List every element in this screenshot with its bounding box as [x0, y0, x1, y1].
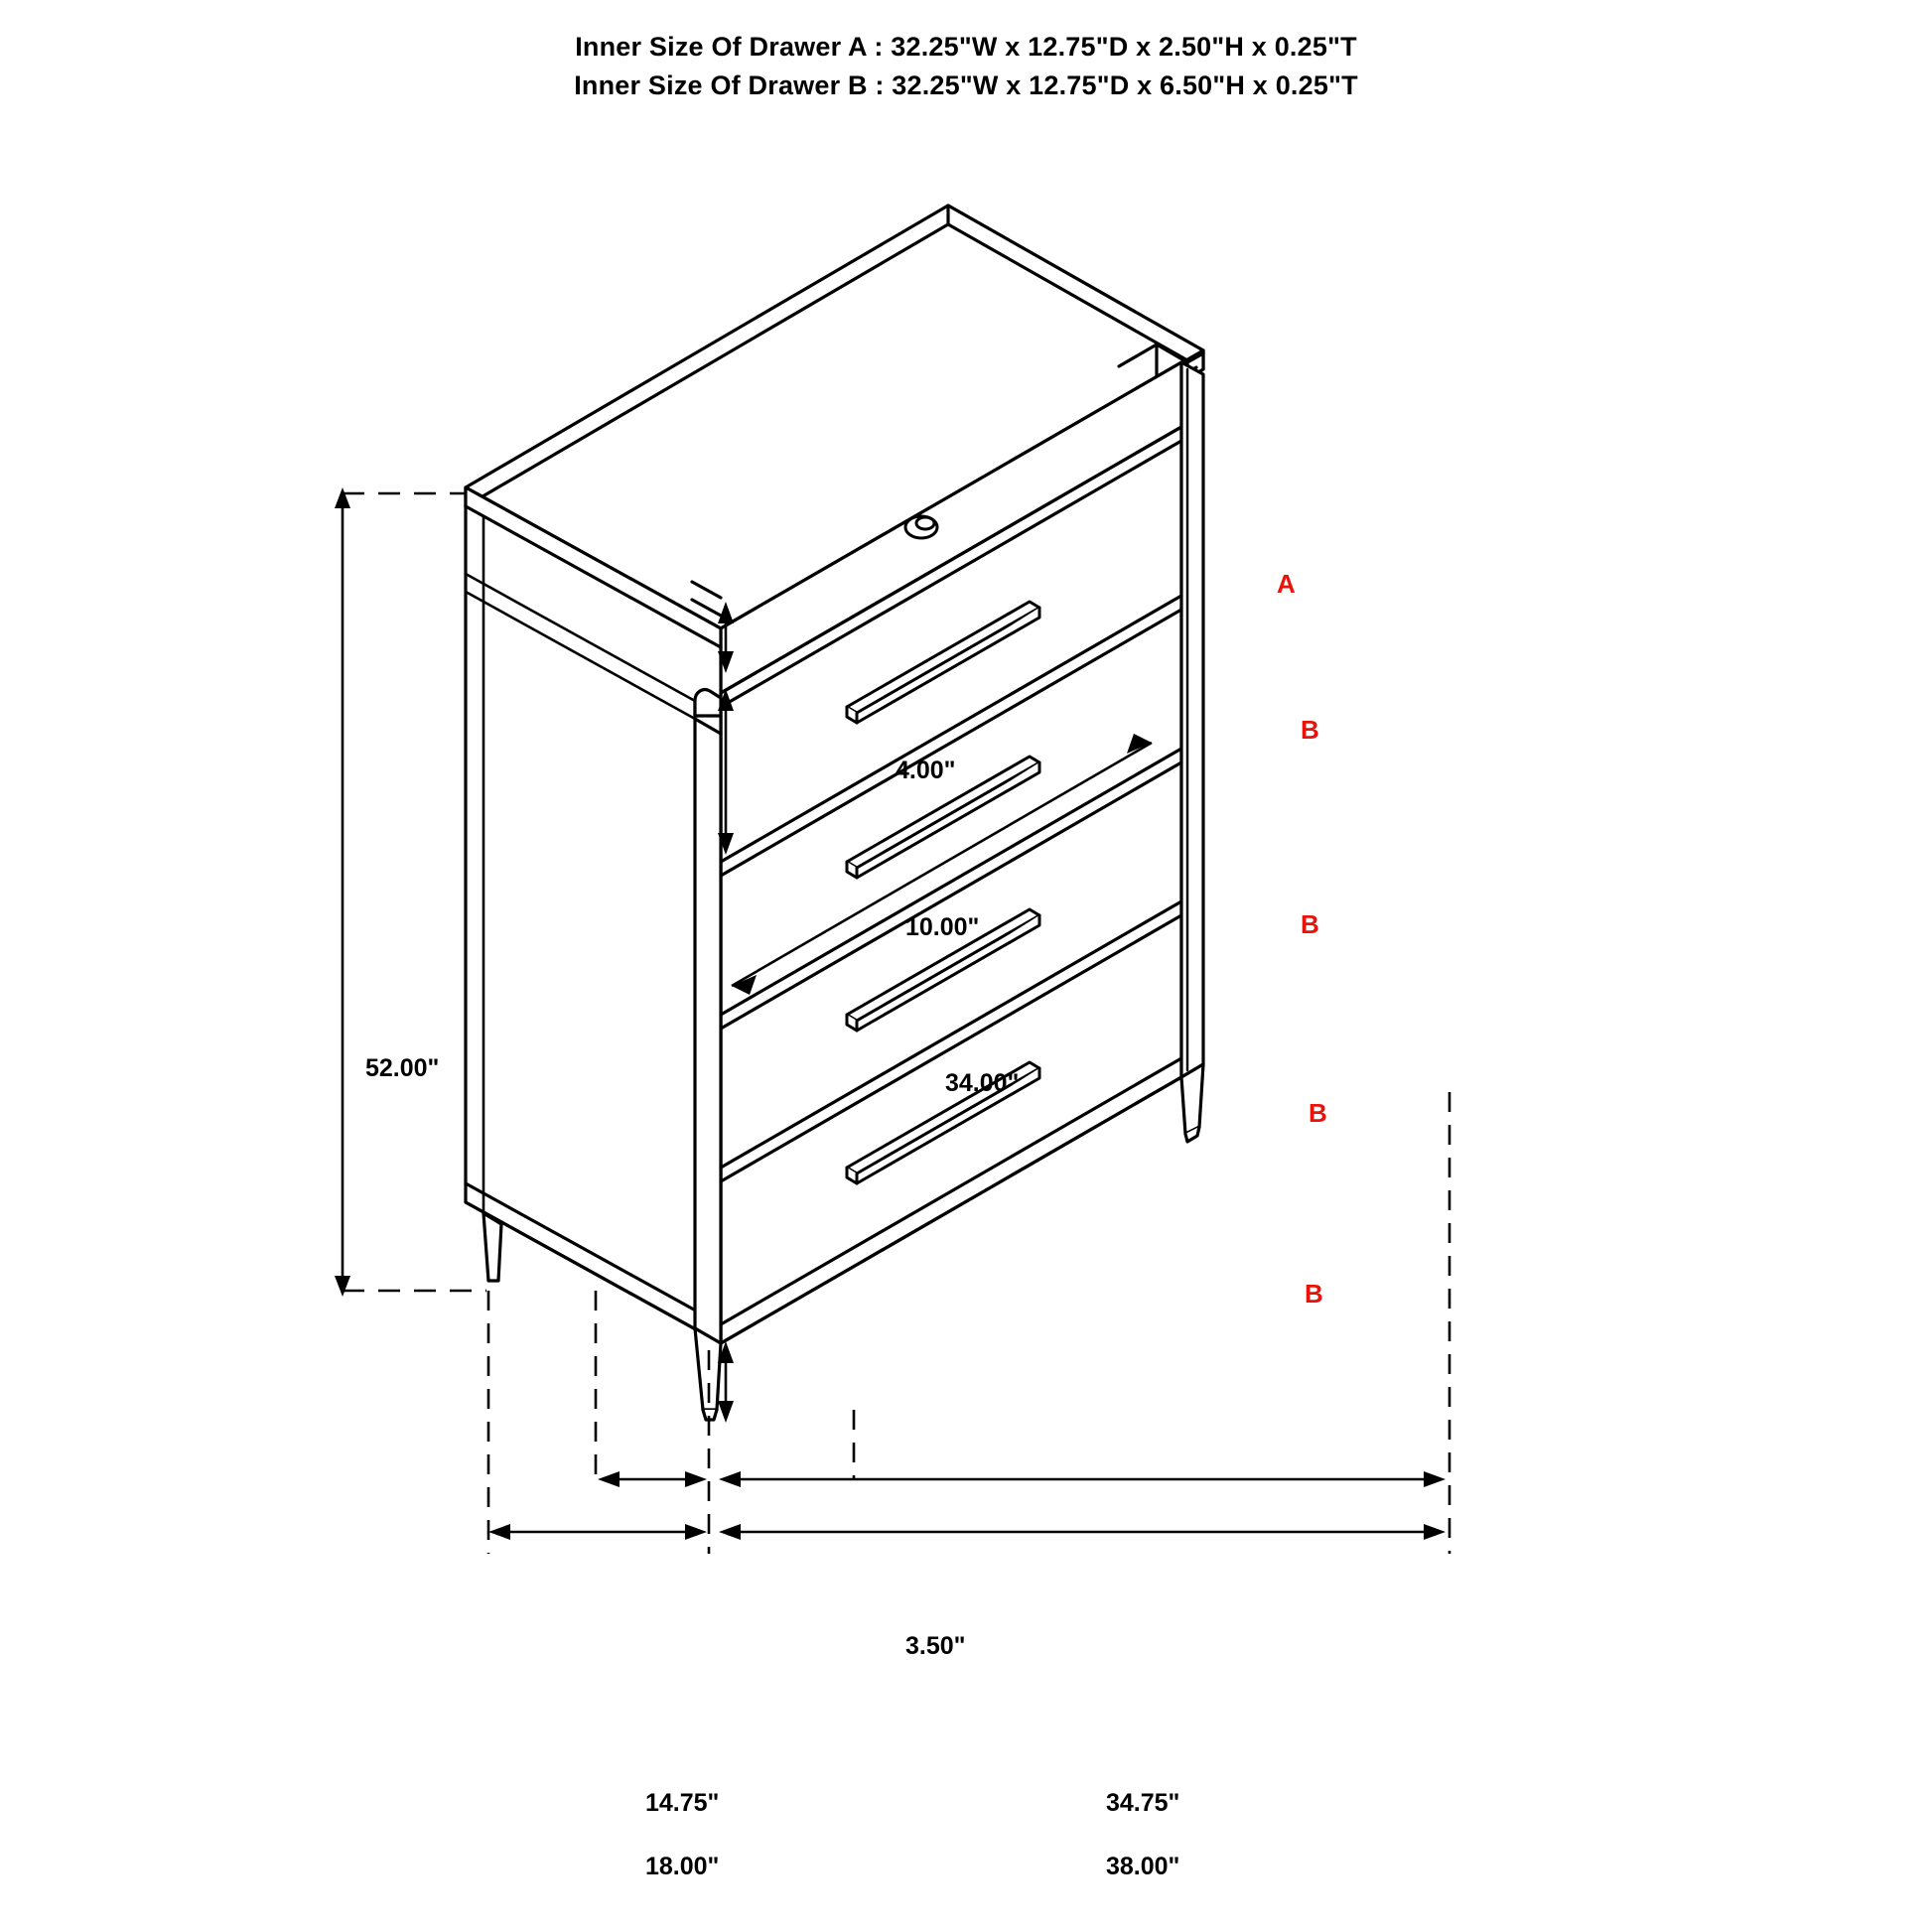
dim-drawer-a-height: 4.00": [896, 757, 956, 784]
drawer-label-b-4: B: [1305, 1279, 1323, 1309]
drawer-label-b-2: B: [1301, 909, 1319, 939]
drawer-a-spec: Inner Size Of Drawer A : 32.25"W x 12.75"D x 2.50"H x 0.25"T: [575, 32, 1357, 62]
drawer-label-b-3: B: [1309, 1098, 1327, 1128]
dim-side-depth-inner: 14.75": [645, 1789, 720, 1817]
dim-front-width: 34.00": [945, 1069, 1020, 1097]
dim-drawer-b-height: 10.00": [905, 913, 980, 941]
dim-front-width-outer: 34.75": [1106, 1789, 1180, 1817]
drawer-label-a: A: [1277, 569, 1296, 599]
drawer-label-b-1: B: [1301, 715, 1319, 745]
drawer-b-spec: Inner Size Of Drawer B : 32.25"W x 12.75"D x 6.50"H x 0.25"T: [574, 70, 1358, 101]
dim-leg-height: 3.50": [905, 1632, 966, 1660]
dim-overall-height: 52.00": [365, 1054, 440, 1082]
dim-width-overall: 38.00": [1106, 1853, 1180, 1880]
dim-depth-overall: 18.00": [645, 1853, 720, 1880]
